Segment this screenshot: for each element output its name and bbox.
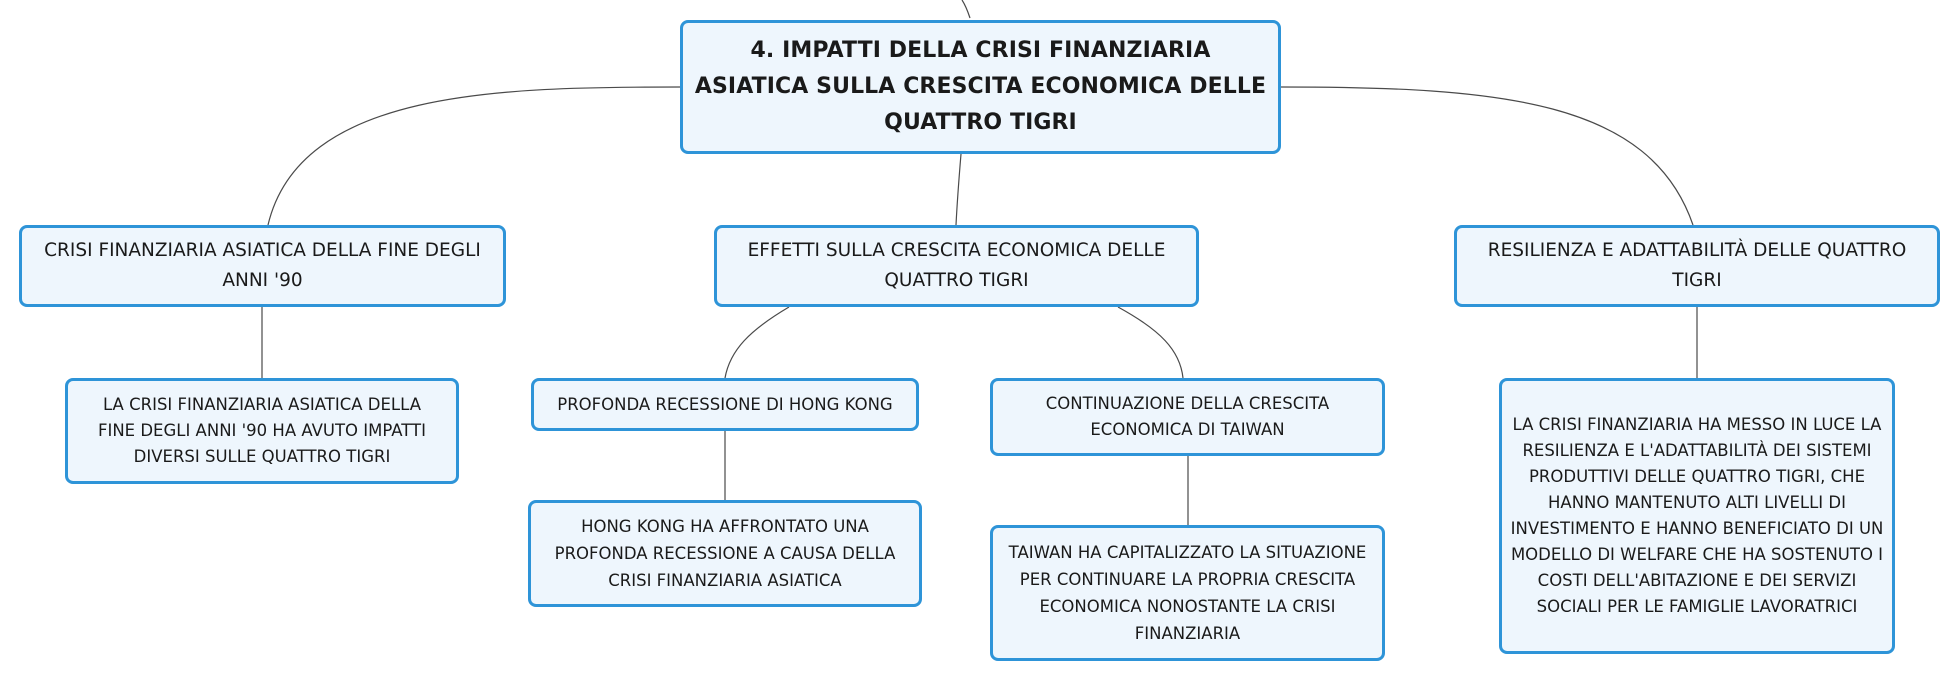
subtopic-taiwan[interactable] xyxy=(990,378,1385,456)
subtopic-hong-kong[interactable] xyxy=(531,378,919,431)
subtopic-resilienza-detail[interactable] xyxy=(1499,378,1895,654)
subtopic-label: LA CRISI FINANZIARIA ASIATICA DELLA FINE DEGLI ANNI '90 HA AVUTO IMPATTI DIVERSI SULLE QUATTRO TIGRI xyxy=(97,395,427,466)
topic-effetti-crescita[interactable] xyxy=(714,225,1199,307)
topic-crisi-finanziaria[interactable] xyxy=(19,225,506,307)
connector-effetti-to-taiwan xyxy=(1118,307,1183,378)
topic-resilienza[interactable] xyxy=(1454,225,1940,307)
subtopic-label: LA CRISI FINANZIARIA HA MESSO IN LUCE LA RESILIENZA E L'ADATTABILITÀ DEI SISTEMI PRODUTTIVI DELLE QUATTRO TIGRI, CHE HANNO MANTENUTO ALTI LIVELLI DI INVESTIMENTO E HANNO BENEFICIATO DI UN MODELLO DI WELFARE CHE HA SOSTENUTO I COSTI DELL'ABITAZIONE E DEI SERVIZI SOCIALI PER LE FAMIGLIE LAVORATRICI xyxy=(1510,415,1884,616)
subtopic-label: PROFONDA RECESSIONE DI HONG KONG xyxy=(557,394,893,414)
root-topic-node[interactable] xyxy=(680,20,1281,154)
connector-effetti-to-hongkong xyxy=(725,307,789,378)
topic-label: EFFETTI SULLA CRESCITA ECONOMICA DELLE QUATTRO TIGRI xyxy=(747,240,1166,291)
detail-taiwan[interactable] xyxy=(990,525,1385,661)
detail-label: TAIWAN HA CAPITALIZZATO LA SITUAZIONE PER CONTINUARE LA PROPRIA CRESCITA ECONOMICA NONOSTANTE LA CRISI FINANZIARIA xyxy=(1008,543,1367,643)
connector-root-to-resilienza xyxy=(1281,87,1693,225)
topic-label: RESILIENZA E ADATTABILITÀ DELLE QUATTRO TIGRI xyxy=(1487,240,1907,291)
connector-root-parent xyxy=(962,0,970,18)
subtopic-label: CONTINUAZIONE DELLA CRESCITA ECONOMICA DI TAIWAN xyxy=(1045,394,1330,439)
subtopic-crisi-detail[interactable] xyxy=(65,378,459,484)
topic-label: CRISI FINANZIARIA ASIATICA DELLA FINE DEGLI ANNI '90 xyxy=(44,240,481,291)
connector-root-to-effetti xyxy=(956,154,961,225)
root-topic-label: 4. IMPATTI DELLA CRISI FINANZIARIA ASIATICA SULLA CRESCITA ECONOMICA DELLE QUATTRO TIGRI xyxy=(694,38,1267,135)
detail-label: HONG KONG HA AFFRONTATO UNA PROFONDA RECESSIONE A CAUSA DELLA CRISI FINANZIARIA ASIATICA xyxy=(554,517,896,590)
connector-root-to-crisi xyxy=(268,87,680,225)
detail-hong-kong[interactable] xyxy=(528,500,922,607)
